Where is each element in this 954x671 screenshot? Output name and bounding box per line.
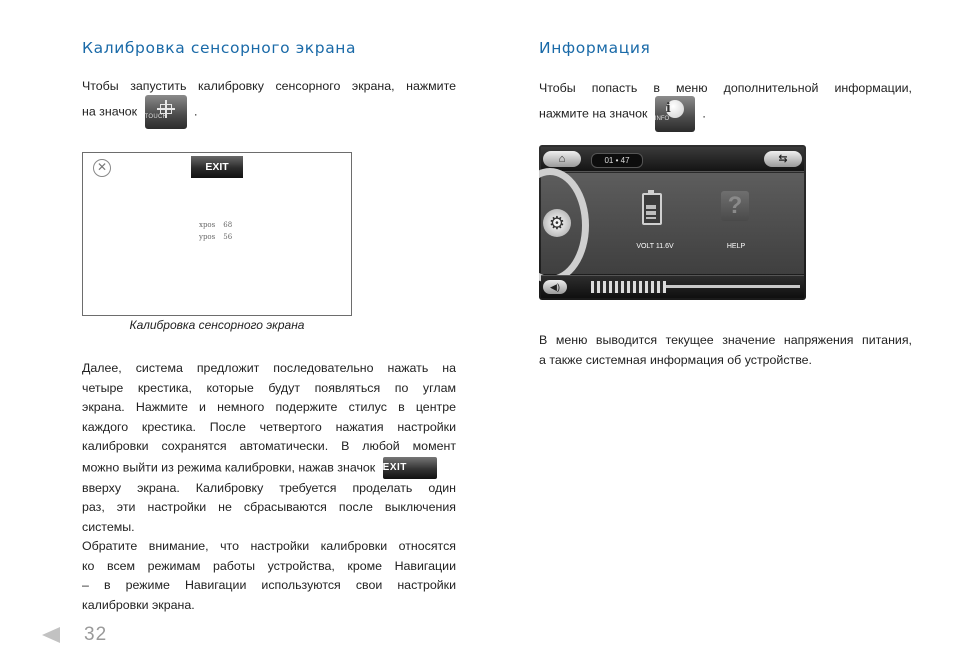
page-arrow-icon <box>42 627 60 643</box>
body-line: экрана. Нажмите и немного подержите стилус в центре <box>82 400 456 414</box>
battery-icon <box>642 193 662 225</box>
intro-line-2-suffix: . <box>194 103 198 118</box>
device-clock: 01 • 47 <box>591 153 643 168</box>
figure-caption: Калибровка сенсорного экрана <box>129 318 305 332</box>
body-line: калибровки экрана. <box>82 597 195 612</box>
calibration-intro <box>82 77 456 129</box>
info-intro <box>539 79 912 132</box>
body-line: калибровки сохранятся автоматически. В любой момент <box>82 439 456 453</box>
info-icon: i INFO <box>655 96 695 132</box>
body-line-exit <box>82 457 456 479</box>
calibration-screen-image <box>82 152 352 316</box>
close-icon: ✕ <box>93 159 111 177</box>
body-line: Обратите внимание, что настройки калибровки относятся <box>82 539 456 553</box>
info-intro-line-1: Чтобы попасть в меню дополнительной информации, <box>539 81 912 95</box>
intro-line-1: Чтобы запустить калибровку сенсорного экрана, нажмите <box>82 79 456 93</box>
exit-button: EXIT <box>191 156 243 178</box>
back-icon: ⇆ <box>764 151 802 167</box>
xpos-label: xpos <box>199 221 216 229</box>
ypos-readout <box>199 233 232 241</box>
help-icon: ? <box>721 191 749 221</box>
info-body <box>539 331 912 370</box>
body-line: Далее, система предложит последовательно нажать на <box>82 361 456 375</box>
home-icon: ⌂ <box>543 151 581 167</box>
device-main <box>541 173 804 274</box>
volume-track <box>666 285 800 288</box>
touch-icon <box>145 95 187 129</box>
page-number: 32 <box>84 624 108 645</box>
touch-icon-label: TOUCH <box>144 114 168 120</box>
intro-line-2-prefix: на значок <box>82 103 138 118</box>
body-line: ко всем режимам работы устройства, кроме Навигации <box>82 558 456 573</box>
intro-line-2 <box>82 95 456 129</box>
calibration-heading: Калибровка сенсорного экрана <box>82 39 357 57</box>
help-label: HELP <box>726 243 746 250</box>
info-body-line: В меню выводится текущее значение напряжения питания, <box>539 333 912 347</box>
speaker-icon: ◀) <box>543 280 567 294</box>
body-line: вверху экрана. Калибровку требуется проделать один <box>82 480 456 495</box>
body-line: четыре крестика, которые будут появляться по углам <box>82 380 456 395</box>
calibration-body <box>82 359 456 615</box>
body-line: системы. <box>82 519 135 534</box>
device-bottombar <box>541 275 804 298</box>
info-heading: Информация <box>539 39 651 57</box>
device-topbar <box>541 147 804 172</box>
exit-inline-icon: EXIT <box>383 457 437 479</box>
body-line: каждого крестика. После четвертого нажатия настройки <box>82 419 456 434</box>
body-line: – в режиме Навигации используются свои настройки <box>82 578 456 592</box>
gear-icon: ⚙ <box>543 209 571 237</box>
volt-label: VOLT 11.6V <box>636 243 674 250</box>
body-line: раз, эти настройки не сбрасываются после выключения <box>82 500 456 514</box>
xpos-readout <box>199 221 232 229</box>
ypos-value: 56 <box>223 233 233 241</box>
info-intro-line-2-suffix: . <box>702 105 706 120</box>
info-icon-label: INFO <box>654 116 670 122</box>
info-intro-line-2-prefix: нажмите на значок <box>539 105 648 120</box>
info-screen-image <box>539 145 806 300</box>
ypos-label: ypos <box>199 233 216 241</box>
info-intro-line-2 <box>539 96 912 132</box>
volume-level-bar <box>591 281 666 293</box>
exit-line-prefix: можно выйти из режима калибровки, нажав значок <box>82 459 376 474</box>
xpos-value: 68 <box>223 221 233 229</box>
info-body-line: а также системная информация об устройстве. <box>539 352 812 367</box>
